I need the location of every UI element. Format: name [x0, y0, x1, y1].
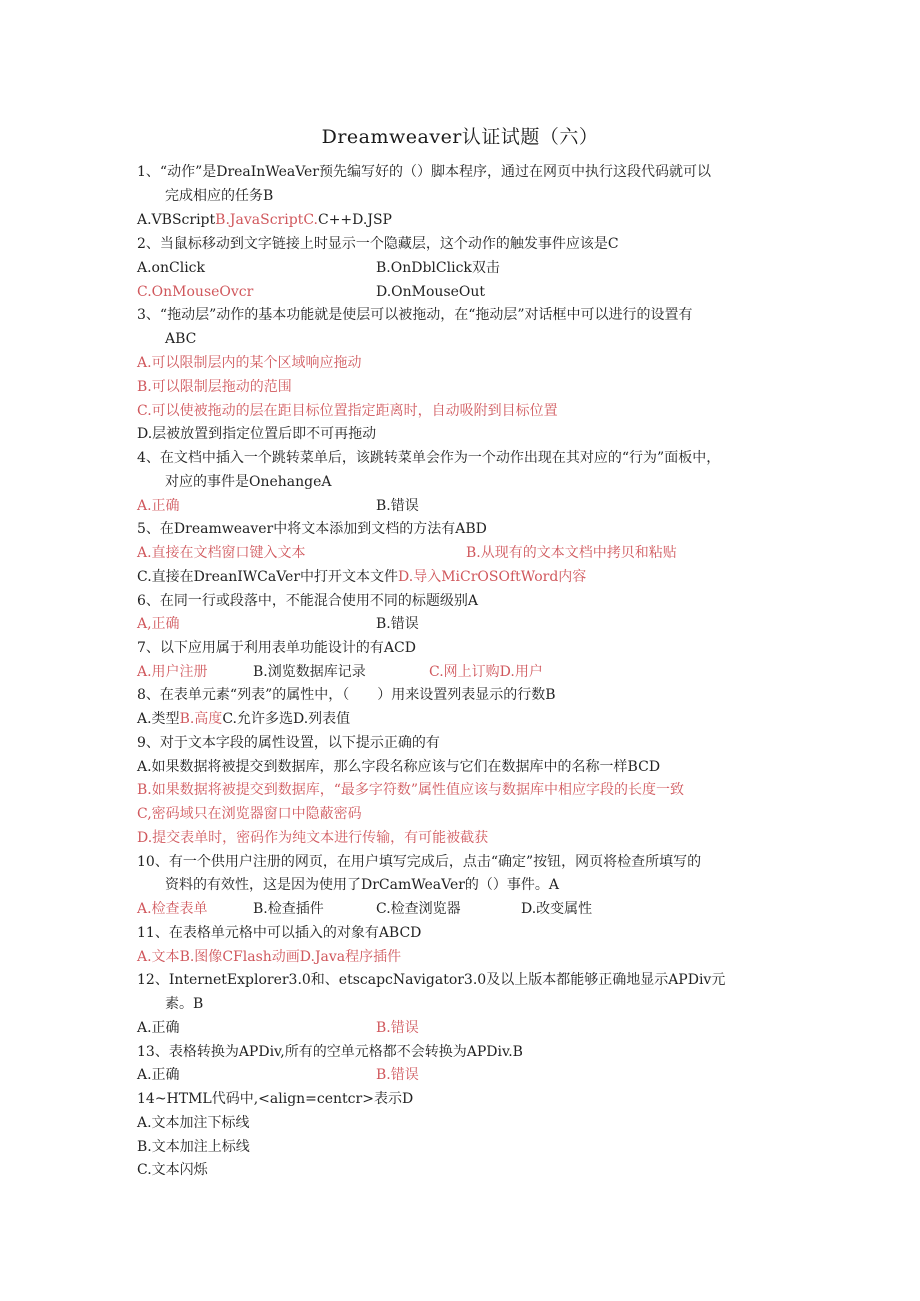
option-c: C++ — [317, 212, 353, 228]
option-a: A.正确 — [137, 1020, 180, 1036]
option-a: A.文本加注下标线 — [137, 1115, 250, 1131]
question-3: 3、“拖动层”动作的基本功能就是使层可以被拖动，在“拖动层”对话框中可以进行的设置有 — [137, 307, 693, 323]
question-12: 12、InternetExplorer3.0和、etscapcNavigator3.0及以上版本都能够正确地显示APDiv元 — [137, 972, 726, 988]
option-b: B.错误 — [376, 616, 419, 632]
question-5-options-cd — [137, 568, 586, 586]
question-14: 14~HTML代码中,<align=centcr>表示D — [137, 1091, 414, 1107]
option-b: B.可以限制层拖动的范围 — [137, 379, 292, 395]
option-c: C.检查浏览器 — [376, 901, 461, 917]
option-c-prefix: C. — [303, 212, 318, 228]
option-a: A.正确 — [137, 498, 180, 514]
question-8-options — [137, 710, 350, 728]
option-b: B.OnDblClick双击 — [376, 260, 500, 276]
option-b: B.文本加注上标线 — [137, 1139, 250, 1155]
option-c: C.网上订购 — [429, 664, 500, 680]
option-a: A.如果数据将被提交到数据库，那么字段名称应该与它们在数据库中的名称一样BCD — [137, 759, 661, 775]
question-7: 7、以下应用属于利用表单功能设计的有ACD — [137, 640, 416, 656]
option-c: C.允许多选 — [222, 711, 293, 727]
option-d: D.改变属性 — [521, 901, 593, 917]
option-b: B.错误 — [376, 1020, 419, 1036]
option-a: A.正确 — [137, 1067, 180, 1083]
option-c: C.文本闪烁 — [137, 1162, 208, 1178]
question-5: 5、在Dreamweaver中将文本添加到文档的方法有ABD — [137, 521, 487, 537]
question-6: 6、在同一行或段落中，不能混合使用不同的标题级别A — [137, 593, 479, 609]
option-b: B.如果数据将被提交到数据库，“最多字符数”属性值应该与数据库中相应字段的长度一致 — [137, 782, 685, 798]
question-4-cont: 对应的事件是OnehangeA — [165, 474, 332, 490]
question-13: 13、表格转换为APDiv,所有的空单元格都不会转换为APDiv.B — [137, 1044, 523, 1060]
option-a: A.检查表单 — [137, 901, 208, 917]
question-4: 4、在文档中插入一个跳转菜单后，该跳转菜单会作为一个动作出现在其对应的“行为”面板中， — [137, 450, 721, 466]
option-c: C.直接在DreanIWCaVer中打开文本文件 — [137, 569, 399, 585]
option-b: B.高度 — [179, 711, 223, 727]
question-10-cont: 资料的有效性，这是因为使用了DrCamWeaVer的（）事件。A — [165, 877, 560, 893]
option-b: B.检查插件 — [253, 901, 324, 917]
option-d: D.列表值 — [292, 711, 351, 727]
option-a: A.onClick — [137, 260, 205, 276]
option-a: A.用户注册 — [137, 664, 208, 680]
question-11: 11、在表格单元格中可以插入的对象有ABCD — [137, 925, 422, 941]
question-3-cont: ABC — [165, 331, 197, 347]
option-c: CFlash动画 — [222, 949, 300, 965]
question-2: 2、当鼠标移动到文字链接上时显示一个隐藏层，这个动作的触发事件应该是C — [137, 236, 619, 252]
option-a: A.可以限制层内的某个区域响应拖动 — [137, 355, 362, 371]
option-d: D.用户 — [499, 664, 543, 680]
question-10: 10、有一个供用户注册的网页，在用户填写完成后，点击“确定”按钮，网页将检查所填写的 — [137, 854, 702, 870]
question-8: 8、在表单元素“列表”的属性中，（ ）用来设置列表显示的行数B — [137, 687, 556, 703]
option-d: D.提交表单时，密码作为纯文本进行传输，有可能被截获 — [137, 830, 489, 846]
option-d: D.导入MiCrOSOftWord内容 — [398, 569, 587, 585]
page-title: Dreamweaver认证试题（六） — [321, 126, 599, 148]
option-d: D.OnMouseOut — [376, 284, 486, 300]
question-11-options — [137, 948, 401, 966]
question-7-options-cd — [429, 663, 543, 681]
option-a: A.文本 — [137, 949, 180, 965]
question-1-cont: 完成相应的任务B — [165, 188, 274, 204]
option-a: A.VBScript — [137, 212, 216, 228]
question-1: 1、“动作”是DreaInWeaVer预先编写好的（）脚本程序，通过在网页中执行这段代码就可以 — [137, 164, 711, 180]
option-b: B.JavaScript — [215, 212, 304, 228]
option-c: C.可以使被拖动的层在距目标位置指定距离时，自动吸附到目标位置 — [137, 403, 558, 419]
option-a: A.类型 — [137, 711, 180, 727]
option-b: B.错误 — [376, 1067, 419, 1083]
option-d: D.层被放置到指定位置后即不可再拖动 — [137, 426, 377, 442]
option-b: B.浏览数据库记录 — [253, 664, 366, 680]
question-12-cont: 素。B — [165, 996, 204, 1012]
option-c: C,密码域只在浏览器窗口中隐蔽密码 — [137, 806, 362, 822]
option-d: D.JSP — [352, 212, 392, 228]
option-b: B.图像 — [179, 949, 223, 965]
option-b: B.从现有的文本文档中拷贝和粘贴 — [466, 545, 677, 561]
option-b: B.错误 — [376, 498, 419, 514]
option-d: D.Java程序插件 — [299, 949, 402, 965]
option-c: C.OnMouseOvcr — [137, 284, 254, 300]
question-9: 9、对于文本字段的属性设置，以下提示正确的有 — [137, 735, 440, 751]
option-a: A.直接在文档窗口键入文本 — [137, 545, 306, 561]
question-1-options — [137, 211, 392, 229]
option-a: A,正确 — [137, 616, 180, 632]
